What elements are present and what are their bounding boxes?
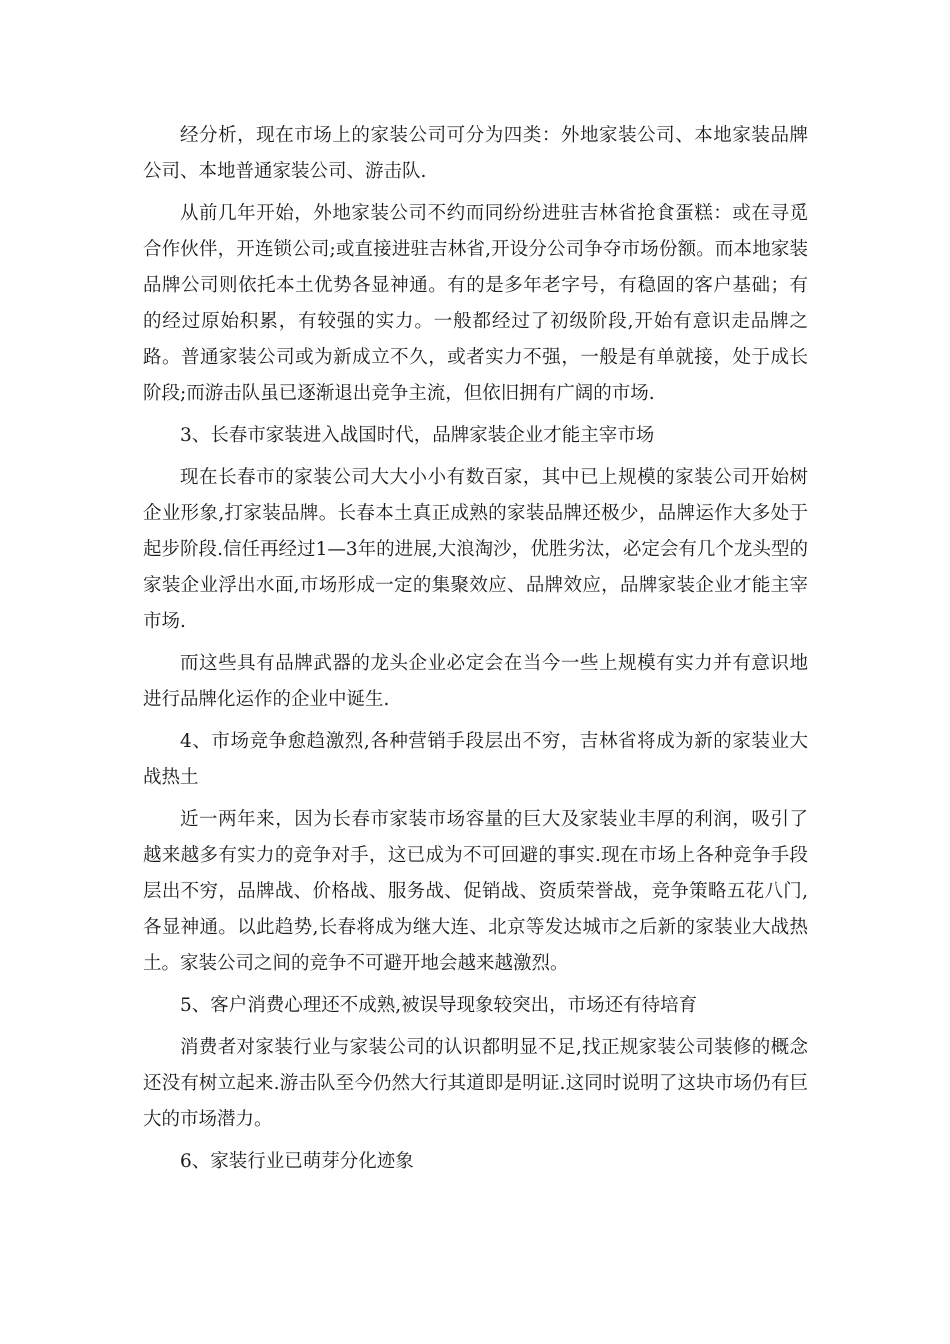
- heading-section-3: 3、长春市家装进入战国时代，品牌家装企业才能主宰市场: [180, 425, 655, 446]
- paragraph-competition: 近一两年来，因为长春市家装市场容量的巨大及家装业丰厚的利润，吸引了越来越多有实力的竞争对手，这已成为不可回避的事实.现在市场上各种竞争手段层出不穷，品牌战、价格战、服务战、促销战、资质荣誉战，竞争策略五花八门,各显神通。以此趋势,长春将成为继大连、北京等发达城市之后新的家装业大战热土。家装公司之间的竞争不可避开地会越来越激烈。: [143, 809, 808, 974]
- heading-section-4: 4、市场竞争愈趋激烈,各种营销手段层出不穷，吉林省将成为新的家装业大战热土: [143, 731, 808, 788]
- heading-section-6: 6、家装行业已萌芽分化迹象: [180, 1151, 414, 1172]
- paragraph-consumer-awareness: 消费者对家装行业与家装公司的认识都明显不足,找正规家装公司装修的概念还没有树立起来.游击队至今仍然大行其道即是明证.这同时说明了这块市场仍有巨大的市场潜力。: [143, 1037, 808, 1130]
- paragraph-changchun-market: 现在长春市的家装公司大大小小有数百家，其中已上规模的家装公司开始树企业形象,打家装品牌。长春本土真正成熟的家装品牌还极少，品牌运作大多处于起步阶段.信任再经过1—3年的进展,大浪淘沙，优胜劣汰，必定会有几个龙头型的家装企业浮出水面,市场形成一定的集聚效应、品牌效应，品牌家装企业才能主宰市场.: [143, 467, 808, 632]
- paragraph-market-entry: 从前几年开始，外地家装公司不约而同纷纷进驻吉林省抢食蛋糕：或在寻觅合作伙伴，开连锁公司;或直接进驻吉林省,开设分公司争夺市场份额。而本地家装品牌公司则依托本土优势各显神通。有的是多年老字号，有稳固的客户基础；有的经过原始积累，有较强的实力。一般都经过了初级阶段,开始有意识走品牌之路。普通家装公司或为新成立不久，或者实力不强，一般是有单就接，处于成长阶段;而游击队虽已逐渐退出竞争主流，但依旧拥有广阔的市场.: [143, 203, 808, 404]
- paragraph-leading-enterprises: 而这些具有品牌武器的龙头企业必定会在当今一些上规模有实力并有意识地进行品牌化运作的企业中诞生.: [143, 653, 808, 710]
- heading-section-5: 5、客户消费心理还不成熟,被误导现象较突出，市场还有待培育: [180, 995, 698, 1016]
- paragraph-company-types: 经分析，现在市场上的家装公司可分为四类：外地家装公司、本地家装品牌公司、本地普通家装公司、游击队.: [143, 125, 808, 182]
- document-body: [143, 118, 808, 1186]
